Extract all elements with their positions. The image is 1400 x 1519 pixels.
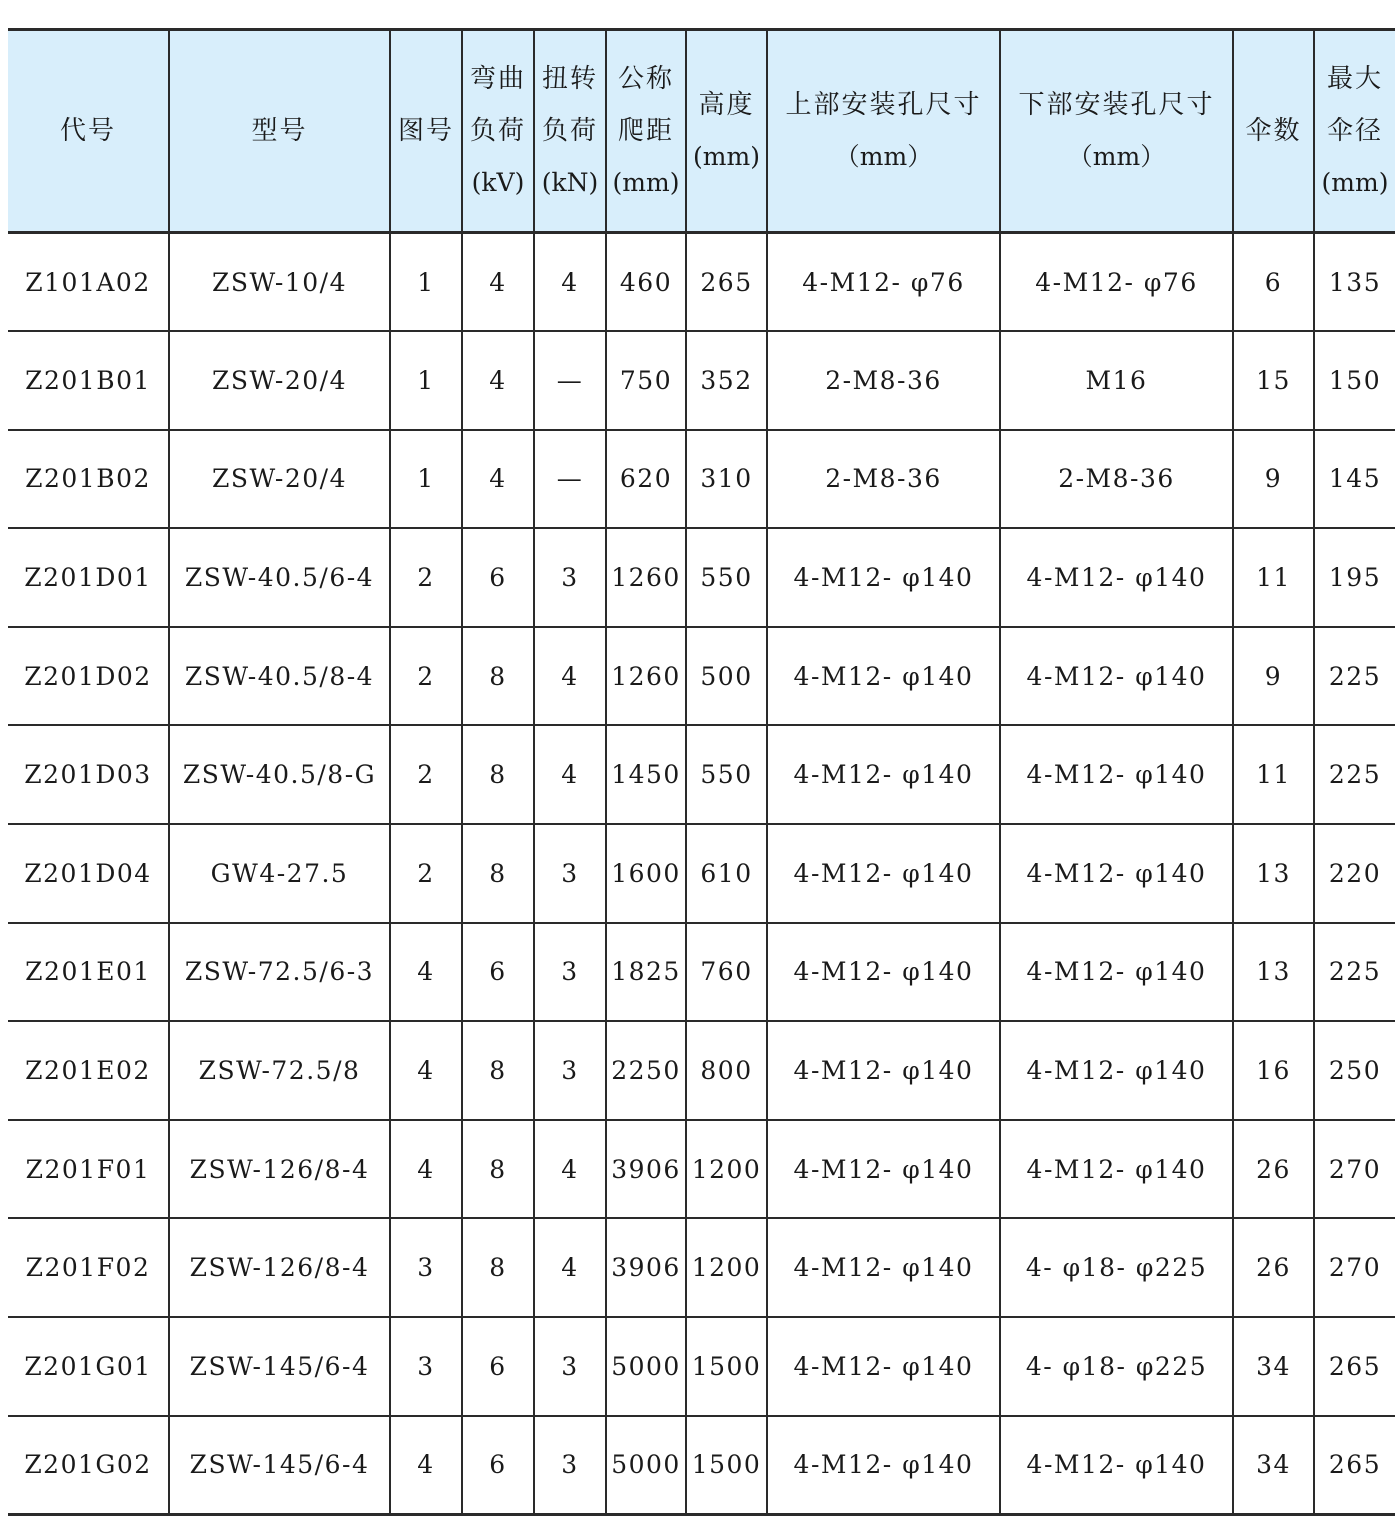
header-torsion-load xyxy=(534,30,606,233)
cell-model: GW4-27.5 xyxy=(169,824,390,923)
header-shed-count xyxy=(1233,30,1314,233)
cell-bending-load: 8 xyxy=(462,725,534,824)
cell-code: Z201D02 xyxy=(8,627,169,726)
cell-bending-load: 4 xyxy=(462,331,534,430)
cell-max-shed-diameter: 225 xyxy=(1314,923,1395,1022)
cell-height: 1500 xyxy=(686,1416,767,1515)
cell-upper-hole-size: 4-M12- φ76 xyxy=(767,233,1000,332)
header-height xyxy=(686,30,767,233)
cell-figure-no: 2 xyxy=(390,725,462,824)
cell-figure-no: 2 xyxy=(390,627,462,726)
table-body xyxy=(8,233,1395,1515)
cell-bending-load: 4 xyxy=(462,233,534,332)
cell-max-shed-diameter: 135 xyxy=(1314,233,1395,332)
cell-bending-load: 6 xyxy=(462,1317,534,1416)
cell-torsion-load: 4 xyxy=(534,233,606,332)
cell-height: 352 xyxy=(686,331,767,430)
cell-model: ZSW-72.5/8 xyxy=(169,1021,390,1120)
cell-creepage-distance: 1260 xyxy=(606,528,686,627)
cell-height: 1500 xyxy=(686,1317,767,1416)
table-row xyxy=(8,1021,1395,1120)
header-line: 高度 xyxy=(698,90,755,120)
cell-figure-no: 1 xyxy=(390,331,462,430)
cell-creepage-distance: 1825 xyxy=(606,923,686,1022)
table-row xyxy=(8,528,1395,627)
cell-torsion-load: — xyxy=(534,331,606,430)
cell-shed-count: 13 xyxy=(1233,923,1314,1022)
cell-torsion-load: — xyxy=(534,430,606,529)
table-row xyxy=(8,233,1395,332)
cell-height: 550 xyxy=(686,528,767,627)
cell-lower-hole-size: 4-M12- φ140 xyxy=(1000,725,1233,824)
cell-max-shed-diameter: 250 xyxy=(1314,1021,1395,1120)
cell-height: 800 xyxy=(686,1021,767,1120)
cell-creepage-distance: 460 xyxy=(606,233,686,332)
cell-max-shed-diameter: 265 xyxy=(1314,1416,1395,1515)
cell-lower-hole-size: 4-M12- φ140 xyxy=(1000,923,1233,1022)
table-row xyxy=(8,627,1395,726)
cell-figure-no: 1 xyxy=(390,233,462,332)
header-line: 公称 xyxy=(617,64,674,94)
cell-height: 610 xyxy=(686,824,767,923)
header-line: 负荷 xyxy=(541,116,598,146)
header-creepage-distance xyxy=(606,30,686,233)
cell-shed-count: 34 xyxy=(1233,1416,1314,1515)
cell-height: 760 xyxy=(686,923,767,1022)
cell-torsion-load: 3 xyxy=(534,1416,606,1515)
cell-torsion-load: 3 xyxy=(534,528,606,627)
cell-figure-no: 2 xyxy=(390,528,462,627)
cell-code: Z201F01 xyxy=(8,1120,169,1219)
cell-model: ZSW-40.5/8-4 xyxy=(169,627,390,726)
cell-code: Z201E01 xyxy=(8,923,169,1022)
cell-torsion-load: 4 xyxy=(534,725,606,824)
cell-max-shed-diameter: 220 xyxy=(1314,824,1395,923)
header-model xyxy=(169,30,390,233)
table-row xyxy=(8,331,1395,430)
cell-torsion-load: 4 xyxy=(534,1218,606,1317)
cell-code: Z201B01 xyxy=(8,331,169,430)
cell-height: 265 xyxy=(686,233,767,332)
cell-lower-hole-size: 4-M12- φ140 xyxy=(1000,1021,1233,1120)
cell-upper-hole-size: 2-M8-36 xyxy=(767,430,1000,529)
header-line: （mm） xyxy=(1067,142,1166,171)
cell-model: ZSW-20/4 xyxy=(169,331,390,430)
cell-shed-count: 15 xyxy=(1233,331,1314,430)
cell-max-shed-diameter: 225 xyxy=(1314,725,1395,824)
cell-shed-count: 26 xyxy=(1233,1218,1314,1317)
header-line: 代号 xyxy=(59,116,116,146)
cell-torsion-load: 3 xyxy=(534,824,606,923)
cell-bending-load: 8 xyxy=(462,1120,534,1219)
cell-max-shed-diameter: 150 xyxy=(1314,331,1395,430)
cell-upper-hole-size: 4-M12- φ140 xyxy=(767,725,1000,824)
cell-code: Z201F02 xyxy=(8,1218,169,1317)
cell-height: 500 xyxy=(686,627,767,726)
cell-model: ZSW-40.5/6-4 xyxy=(169,528,390,627)
cell-code: Z201E02 xyxy=(8,1021,169,1120)
header-row xyxy=(8,30,1395,233)
cell-max-shed-diameter: 270 xyxy=(1314,1218,1395,1317)
cell-code: Z201G01 xyxy=(8,1317,169,1416)
header-line: 型号 xyxy=(251,116,308,146)
cell-figure-no: 4 xyxy=(390,1021,462,1120)
cell-max-shed-diameter: 145 xyxy=(1314,430,1395,529)
cell-code: Z201B02 xyxy=(8,430,169,529)
cell-upper-hole-size: 4-M12- φ140 xyxy=(767,1416,1000,1515)
cell-lower-hole-size: 4-M12- φ140 xyxy=(1000,1416,1233,1515)
cell-bending-load: 8 xyxy=(462,1218,534,1317)
cell-figure-no: 4 xyxy=(390,1416,462,1515)
header-line: 负荷 xyxy=(469,116,526,146)
cell-bending-load: 8 xyxy=(462,1021,534,1120)
cell-max-shed-diameter: 270 xyxy=(1314,1120,1395,1219)
cell-lower-hole-size: 4-M12- φ140 xyxy=(1000,627,1233,726)
header-max-shed-diameter xyxy=(1314,30,1395,233)
cell-lower-hole-size: 4- φ18- φ225 xyxy=(1000,1317,1233,1416)
cell-height: 310 xyxy=(686,430,767,529)
header-line: 伞径 xyxy=(1326,116,1383,146)
cell-bending-load: 8 xyxy=(462,824,534,923)
table-row xyxy=(8,430,1395,529)
cell-code: Z201D04 xyxy=(8,824,169,923)
cell-upper-hole-size: 2-M8-36 xyxy=(767,331,1000,430)
cell-upper-hole-size: 4-M12- φ140 xyxy=(767,627,1000,726)
spec-table xyxy=(8,28,1395,1516)
cell-figure-no: 2 xyxy=(390,824,462,923)
header-line: 弯曲 xyxy=(469,64,526,94)
cell-shed-count: 6 xyxy=(1233,233,1314,332)
table-row xyxy=(8,1317,1395,1416)
cell-model: ZSW-40.5/8-G xyxy=(169,725,390,824)
cell-model: ZSW-126/8-4 xyxy=(169,1218,390,1317)
cell-max-shed-diameter: 265 xyxy=(1314,1317,1395,1416)
table-row xyxy=(8,824,1395,923)
cell-shed-count: 34 xyxy=(1233,1317,1314,1416)
cell-creepage-distance: 5000 xyxy=(606,1317,686,1416)
cell-figure-no: 3 xyxy=(390,1218,462,1317)
header-line: (mm) xyxy=(693,142,760,171)
cell-creepage-distance: 1260 xyxy=(606,627,686,726)
cell-model: ZSW-10/4 xyxy=(169,233,390,332)
cell-figure-no: 4 xyxy=(390,923,462,1022)
header-line: 最大 xyxy=(1326,64,1383,94)
table-row xyxy=(8,923,1395,1022)
cell-code: Z201G02 xyxy=(8,1416,169,1515)
cell-height: 1200 xyxy=(686,1218,767,1317)
cell-bending-load: 6 xyxy=(462,528,534,627)
cell-torsion-load: 3 xyxy=(534,923,606,1022)
table-row xyxy=(8,1120,1395,1219)
cell-max-shed-diameter: 225 xyxy=(1314,627,1395,726)
cell-upper-hole-size: 4-M12- φ140 xyxy=(767,1120,1000,1219)
header-upper-hole-size xyxy=(767,30,1000,233)
header-line: 伞数 xyxy=(1245,116,1302,146)
cell-lower-hole-size: 2-M8-36 xyxy=(1000,430,1233,529)
cell-creepage-distance: 2250 xyxy=(606,1021,686,1120)
cell-code: Z101A02 xyxy=(8,233,169,332)
header-bending-load xyxy=(462,30,534,233)
header-line: 上部安装孔尺寸 xyxy=(785,90,982,120)
cell-lower-hole-size: 4-M12- φ140 xyxy=(1000,824,1233,923)
cell-code: Z201D01 xyxy=(8,528,169,627)
cell-model: ZSW-145/6-4 xyxy=(169,1317,390,1416)
header-line: 图号 xyxy=(397,116,454,146)
cell-torsion-load: 4 xyxy=(534,1120,606,1219)
cell-bending-load: 6 xyxy=(462,923,534,1022)
cell-shed-count: 16 xyxy=(1233,1021,1314,1120)
cell-shed-count: 26 xyxy=(1233,1120,1314,1219)
cell-creepage-distance: 620 xyxy=(606,430,686,529)
cell-max-shed-diameter: 195 xyxy=(1314,528,1395,627)
cell-figure-no: 1 xyxy=(390,430,462,529)
cell-creepage-distance: 3906 xyxy=(606,1120,686,1219)
header-line: (kV) xyxy=(471,168,525,197)
cell-torsion-load: 3 xyxy=(534,1021,606,1120)
table-row xyxy=(8,1218,1395,1317)
cell-lower-hole-size: 4-M12- φ140 xyxy=(1000,1120,1233,1219)
cell-torsion-load: 3 xyxy=(534,1317,606,1416)
cell-upper-hole-size: 4-M12- φ140 xyxy=(767,1317,1000,1416)
cell-lower-hole-size: 4-M12- φ76 xyxy=(1000,233,1233,332)
cell-creepage-distance: 750 xyxy=(606,331,686,430)
cell-upper-hole-size: 4-M12- φ140 xyxy=(767,528,1000,627)
cell-upper-hole-size: 4-M12- φ140 xyxy=(767,1218,1000,1317)
table-header xyxy=(8,30,1395,233)
cell-bending-load: 6 xyxy=(462,1416,534,1515)
cell-shed-count: 13 xyxy=(1233,824,1314,923)
header-lower-hole-size xyxy=(1000,30,1233,233)
cell-shed-count: 9 xyxy=(1233,430,1314,529)
cell-model: ZSW-72.5/6-3 xyxy=(169,923,390,1022)
cell-code: Z201D03 xyxy=(8,725,169,824)
cell-shed-count: 11 xyxy=(1233,528,1314,627)
cell-model: ZSW-145/6-4 xyxy=(169,1416,390,1515)
cell-model: ZSW-20/4 xyxy=(169,430,390,529)
header-line: (mm) xyxy=(1321,168,1389,197)
header-figure-no xyxy=(390,30,462,233)
header-code xyxy=(8,30,169,233)
cell-bending-load: 4 xyxy=(462,430,534,529)
cell-creepage-distance: 1600 xyxy=(606,824,686,923)
cell-creepage-distance: 3906 xyxy=(606,1218,686,1317)
cell-creepage-distance: 1450 xyxy=(606,725,686,824)
cell-height: 1200 xyxy=(686,1120,767,1219)
cell-shed-count: 11 xyxy=(1233,725,1314,824)
cell-figure-no: 4 xyxy=(390,1120,462,1219)
cell-shed-count: 9 xyxy=(1233,627,1314,726)
cell-model: ZSW-126/8-4 xyxy=(169,1120,390,1219)
header-line: (mm) xyxy=(612,168,680,197)
table-row xyxy=(8,725,1395,824)
cell-torsion-load: 4 xyxy=(534,627,606,726)
header-line: (kN) xyxy=(541,168,599,197)
cell-creepage-distance: 5000 xyxy=(606,1416,686,1515)
header-line: （mm） xyxy=(834,142,933,171)
header-line: 扭转 xyxy=(541,64,598,94)
cell-upper-hole-size: 4-M12- φ140 xyxy=(767,923,1000,1022)
cell-lower-hole-size: 4-M12- φ140 xyxy=(1000,528,1233,627)
cell-upper-hole-size: 4-M12- φ140 xyxy=(767,824,1000,923)
table-row xyxy=(8,1416,1395,1515)
cell-height: 550 xyxy=(686,725,767,824)
cell-lower-hole-size: M16 xyxy=(1000,331,1233,430)
cell-upper-hole-size: 4-M12- φ140 xyxy=(767,1021,1000,1120)
header-line: 下部安装孔尺寸 xyxy=(1018,90,1215,120)
cell-lower-hole-size: 4- φ18- φ225 xyxy=(1000,1218,1233,1317)
header-line: 爬距 xyxy=(617,116,674,146)
cell-figure-no: 3 xyxy=(390,1317,462,1416)
cell-bending-load: 8 xyxy=(462,627,534,726)
